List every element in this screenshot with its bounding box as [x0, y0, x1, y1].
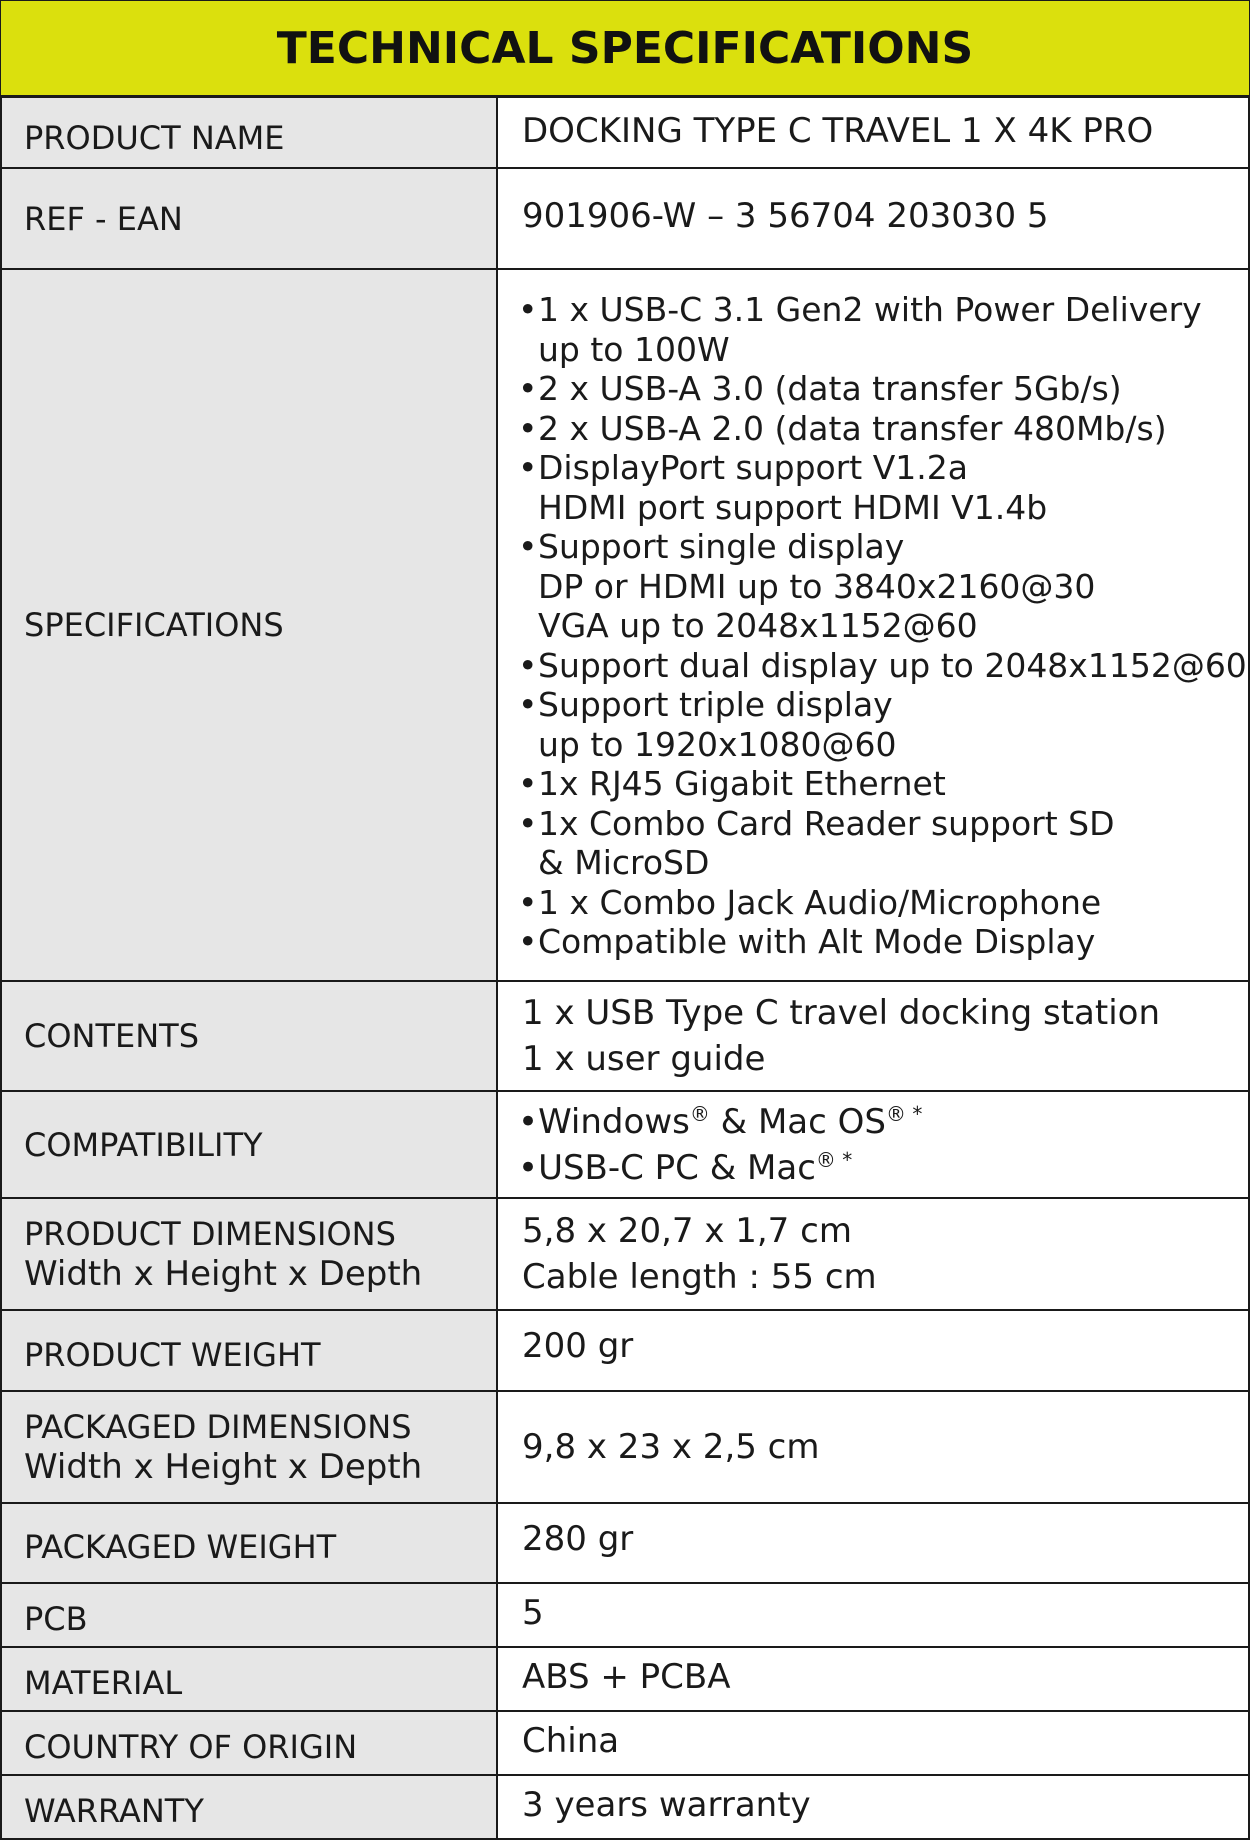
- label-product-dimensions: PRODUCT DIMENSIONS Width x Height x Depth: [1, 1198, 497, 1310]
- label-ref-ean: REF - EAN: [1, 168, 497, 269]
- row-specifications: [1, 269, 1249, 981]
- list-item: • 1x RJ45 Gigabit Ethernet: [518, 764, 946, 803]
- list-item: • Support dual display up to 2048x1152@60: [518, 645, 1247, 685]
- value-compatibility: [497, 1091, 1249, 1198]
- label-product-weight: PRODUCT WEIGHT: [1, 1310, 497, 1391]
- list-item: • 2 x USB-A 2.0 (data transfer 480Mb/s): [518, 408, 1167, 448]
- spec-table: [0, 96, 1250, 1840]
- value-warranty: 3 years warranty: [497, 1775, 1249, 1839]
- value-product-dimensions: 5,8 x 20,7 x 1,7 cm Cable length : 55 cm: [497, 1198, 1249, 1310]
- value-packaged-weight: 280 gr: [497, 1503, 1249, 1583]
- row-packaged-weight: [1, 1503, 1249, 1583]
- label-product-name: PRODUCT NAME: [1, 97, 497, 168]
- compat-item-2: •USB-C PC & Mac® *: [518, 1147, 853, 1188]
- value-ref-ean: 901906-W – 3 56704 203030 5: [497, 168, 1249, 269]
- row-compatibility: [1, 1091, 1249, 1198]
- compat-item-1: •Windows® & Mac OS® *: [518, 1101, 923, 1142]
- row-ref-ean: [1, 168, 1249, 269]
- label-specifications: SPECIFICATIONS: [1, 269, 497, 981]
- value-pcb: 5: [497, 1583, 1249, 1647]
- list-item: • Support single display DP or HDMI up to 3840x2160@30 VGA up to 2048x1152@60: [518, 527, 1096, 645]
- row-product-weight: [1, 1310, 1249, 1391]
- value-product-weight: 200 gr: [497, 1310, 1249, 1391]
- row-contents: [1, 981, 1249, 1091]
- value-packaged-dimensions: 9,8 x 23 x 2,5 cm: [497, 1391, 1249, 1503]
- row-material: [1, 1647, 1249, 1711]
- value-specifications: [497, 269, 1249, 981]
- list-item: • 1 x Combo Jack Audio/Microphone: [518, 882, 1102, 922]
- label-country-of-origin: COUNTRY OF ORIGIN: [1, 1711, 497, 1775]
- label-material: MATERIAL: [1, 1647, 497, 1711]
- list-item: • Support triple display up to 1920x1080@60: [518, 685, 897, 764]
- row-product-name: [1, 97, 1249, 168]
- label-packaged-weight: PACKAGED WEIGHT: [1, 1503, 497, 1583]
- list-item: • Compatible with Alt Mode Display: [518, 922, 1096, 961]
- list-item: • 1 x USB-C 3.1 Gen2 with Power Delivery up to 100W: [518, 290, 1202, 369]
- row-country-of-origin: [1, 1711, 1249, 1775]
- row-packaged-dimensions: [1, 1391, 1249, 1503]
- row-warranty: [1, 1775, 1249, 1839]
- title-bar: [0, 0, 1250, 97]
- list-item: • 1x Combo Card Reader support SD & MicroSD: [518, 803, 1115, 882]
- label-contents: CONTENTS: [1, 981, 497, 1091]
- spec-bullet-list: [518, 290, 1247, 962]
- value-material: ABS + PCBA: [497, 1647, 1249, 1711]
- row-pcb: [1, 1583, 1249, 1647]
- label-warranty: WARRANTY: [1, 1775, 497, 1839]
- value-country-of-origin: China: [497, 1711, 1249, 1775]
- list-item: • 2 x USB-A 3.0 (data transfer 5Gb/s): [518, 369, 1122, 408]
- list-item: • DisplayPort support V1.2a HDMI port support HDMI V1.4b: [518, 448, 1048, 527]
- page-title: TECHNICAL SPECIFICATIONS: [276, 22, 974, 74]
- row-product-dimensions: [1, 1198, 1249, 1310]
- label-compatibility: COMPATIBILITY: [1, 1091, 497, 1198]
- label-pcb: PCB: [1, 1583, 497, 1647]
- value-contents: 1 x USB Type C travel docking station 1 x user guide: [497, 981, 1249, 1091]
- label-packaged-dimensions: PACKAGED DIMENSIONS Width x Height x Depth: [1, 1391, 497, 1503]
- value-product-name: DOCKING TYPE C TRAVEL 1 X 4K PRO: [497, 97, 1249, 168]
